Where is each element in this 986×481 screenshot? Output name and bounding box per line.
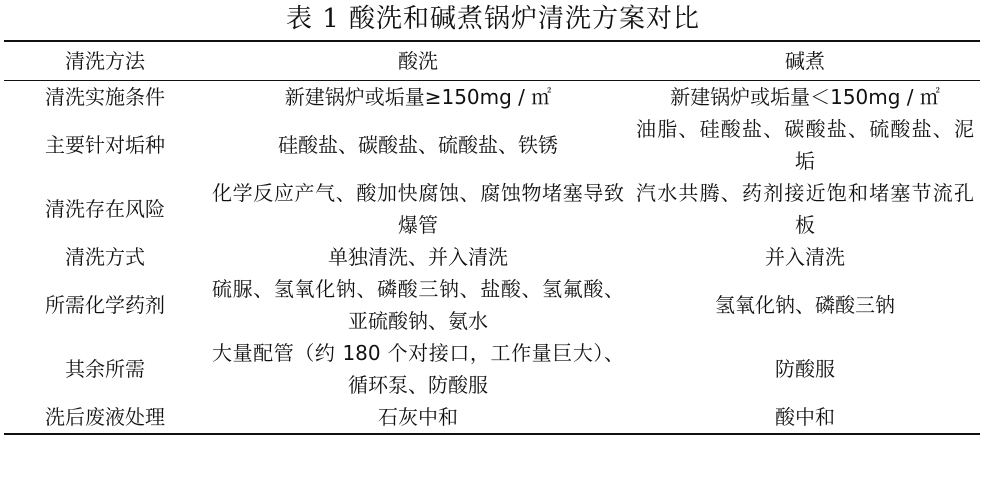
- table-row: [4, 337, 980, 401]
- table-row: [4, 113, 980, 177]
- alkali-cell: 油脂、硅酸盐、碳酸盐、硫酸盐、泥垢: [636, 117, 974, 173]
- acid-cell: 大量配管（约 180 个对接口，工作量巨大）、循环泵、防酸服: [212, 341, 624, 397]
- row-label: 清洗实施条件: [45, 85, 165, 109]
- row-label: 其余所需: [65, 357, 145, 381]
- header-alkali-boil: 碱煮: [785, 49, 825, 73]
- table-caption: 表 1 酸洗和碱煮锅炉清洗方案对比: [285, 4, 701, 34]
- acid-cell: 新建锅炉或垢量≥150mg / ㎡: [284, 85, 552, 109]
- header-row: [4, 41, 980, 81]
- comparison-table: [4, 40, 980, 435]
- alkali-cell: 氢氧化钠、磷酸三钠: [715, 293, 895, 317]
- row-label: 主要针对垢种: [45, 133, 165, 157]
- header-method: 清洗方法: [65, 49, 145, 73]
- alkali-cell: 新建锅炉或垢量＜150mg / ㎡: [670, 85, 940, 109]
- alkali-cell: 防酸服: [775, 357, 835, 381]
- acid-cell: 硅酸盐、碳酸盐、硫酸盐、铁锈: [278, 133, 558, 157]
- acid-cell: 单独清洗、并入清洗: [328, 245, 508, 269]
- row-label: 清洗方式: [65, 245, 145, 269]
- table-row: [4, 177, 980, 241]
- table-row: [4, 401, 980, 434]
- acid-cell: 石灰中和: [378, 405, 458, 429]
- acid-cell: 化学反应产气、酸加快腐蚀、腐蚀物堵塞导致爆管: [212, 181, 624, 237]
- row-label: 所需化学药剂: [45, 293, 165, 317]
- header-acid-wash: 酸洗: [398, 49, 438, 73]
- alkali-cell: 并入清洗: [765, 245, 845, 269]
- alkali-cell: 汽水共腾、药剂接近饱和堵塞节流孔板: [636, 181, 974, 237]
- table-row: [4, 241, 980, 273]
- acid-cell: 硫脲、氢氧化钠、磷酸三钠、盐酸、氢氟酸、亚硫酸钠、氨水: [212, 277, 624, 333]
- table-row: [4, 273, 980, 337]
- row-label: 洗后废液处理: [45, 405, 165, 429]
- table-row: [4, 81, 980, 114]
- alkali-cell: 酸中和: [775, 405, 835, 429]
- row-label: 清洗存在风险: [45, 197, 165, 221]
